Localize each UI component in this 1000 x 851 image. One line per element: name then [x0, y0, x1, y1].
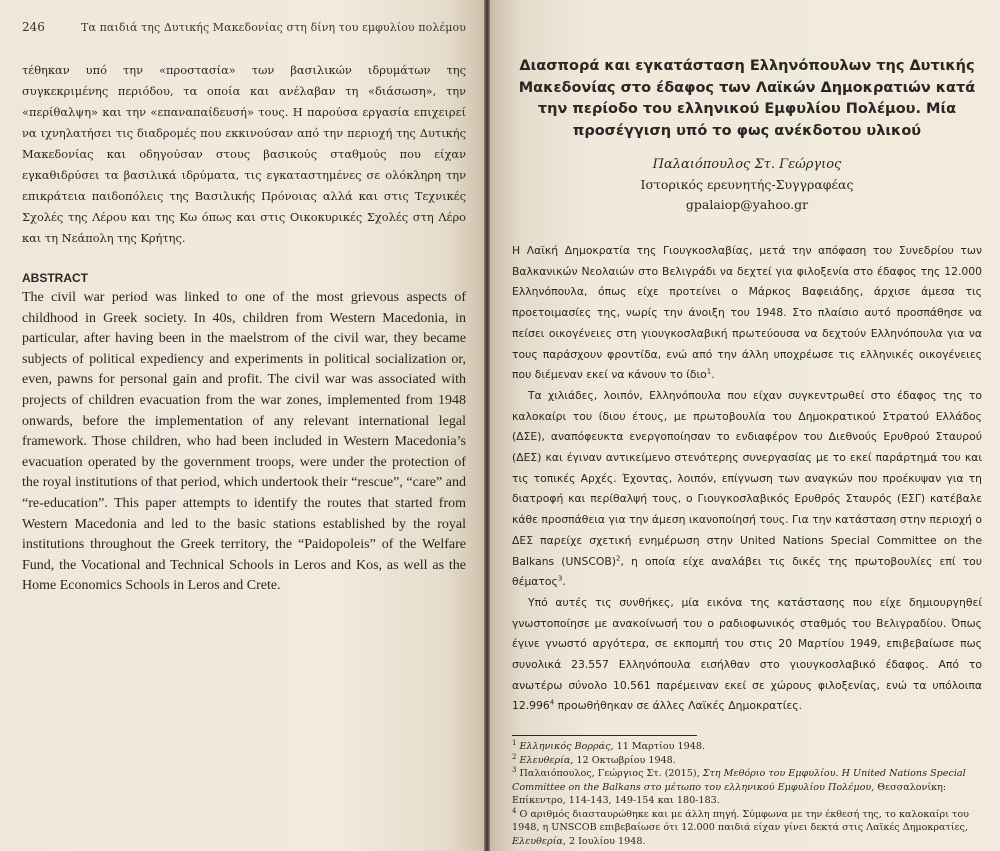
footnote-text: , 11 Μαρτίου 1948. — [610, 741, 705, 753]
paragraph-text: Τα χιλιάδες, λοιπόν, Ελληνόπουλα που είχαν συγκεντρωθεί στο έδαφος της το καλοκαίρι του ίδιου έτους, με πρωτοβουλία του Δημοκρατικού Στρατού Ελλάδος (ΔΣΕ), αναπόφευκτα ενεργοποίησαν το ενδιαφέρον του Διεθνούς Ερυθρού Σταυρού (ΔΕΣ) και έγιναν αντικείμενο στενότερης συνεργασίας με το εκεί παράρτημά του και τις τοπικές Αρχές. Έχοντας, λοιπόν, επίγνωση των αναγκών που προέκυψαν για τη διατροφή και περίθαλψή τους, ο Γιουγκοσλαβικός Ερυθρός Σταυρός (ΕΣΓ) κατέβαλε κάθε προσπάθεια για την άμεση ικανοποίησή τους. Για την κατάσταση στην περιοχή ο ΔΕΣ παρείχε σχετική ενημέρωση στην United Nations Special Committee on the Balkans (UNSCOB) — [512, 388, 982, 568]
footnote-1 — [512, 740, 982, 754]
page-number: 246 — [22, 20, 45, 34]
right-page — [490, 0, 1000, 851]
intro-paragraph: τέθηκαν υπό την «προστασία» των βασιλικών ιδρυμάτων της συγκεκριμένης περιόδου, τα οποία και ανέλαβαν τη «διάσωση», την «περίθαλψη» και την «επαναπαίδευσή» τους. Η παρούσα εργασία επιχειρεί να ιχνηλατήσει τις διαδρομές που εκκινούσαν από την περιοχή της Δυτικής Μακεδονίας και οδηγούσαν στους βασικούς σταθμούς που είχαν εγκαθιδρύσει τα βασιλικά ιδρύματα, τις εγκαταστημένες σε ολόκληρη την επικράτεια παιδοπόλεις της Βασιλικής Πρόνοιας αλλά και στις Τεχνικές Σχολές της Λέρου και της Κω όπως και στις Οικοκυρικές Σχολές στη Λέρο και τη Νεάπολη της Κρήτης. — [22, 63, 466, 245]
paragraph-text: Υπό αυτές τις συνθήκες, μία εικόνα της κατάστασης που είχε δημιουργηθεί γνωστοποίησε με ανακοίνωσή του ο ραδιοφωνικός σταθμός του Βελιγραδίου. Όπως έγινε γνωστό αργότερα, σε εκπομπή του στις 20 Μαρτίου 1949, επιβεβαίωσε πως συνολικά 23.557 Ελληνόπουλα εισήλθαν στο γιουγκοσλαβικό έδαφος. Από το ανωτέρω σύνολο 10.561 παρέμειναν εκεί σε χώρους φιλοξενίας, ενώ τα υπόλοιπα 12.996 — [512, 595, 982, 713]
author-role: Ιστορικός ερευνητής-Συγγραφέας — [640, 177, 854, 192]
footnotes — [512, 740, 982, 848]
footnote-italic: Ελευθερία — [519, 754, 571, 766]
footnote-italic: Στη Μεθόριο του Εμφυλίου. Η United Nations Special Committee on the Balkans στο μέτωπο του ελληνικού Εμφυλίου Πολέμου — [512, 768, 966, 793]
paragraph-end: . — [562, 575, 566, 589]
footnote-text: , Θεσσαλονίκη: Επίκεντρο, 114-143, 149-154 και 180-183. — [512, 781, 947, 807]
footnote-ref: 1 — [706, 367, 712, 376]
body-paragraph-2 — [512, 386, 982, 593]
footnote-divider — [512, 735, 697, 736]
body-paragraph-3 — [512, 593, 982, 717]
paragraph-tail: . — [711, 368, 715, 382]
footnote-text: , 12 Οκτωβρίου 1948. — [570, 754, 676, 766]
footnote-text: , 2 Ιουλίου 1948. — [562, 835, 646, 847]
abstract-text: The civil war period was linked to one of the most grievous aspects of childhood in Greek society. In 40s, children from Western Macedonia, in particular, after having been in the maelstrom of the civil war, they became subjects of political expediency and experiments in political socialization or, even, pawns for personal gain and profit. The civil war was associated with projects of children evacuation from the war zones, implemented from 1948 onwards, before the implementation of any relevant international legal framework. Those children, who had been included in Western Macedonia’s evacuation operated by the government troops, were under the protection of the royal institutions of that period, which undertook their “rescue”, “care” and “re-education”. This paper attempts to identify the routes that started from Western Macedonia and led to the basic stations established by the royal institutions throughout the Greek territory, the “Paidopoleis” of the Welfare Fund, the Vocational and Technical Schools in Leros and Kos, as well as the Home Economics Schools in Leros and Crete. — [22, 290, 466, 594]
paragraph-tail: , η οποία είχε αναλάβει τις δικές της πρωτοβουλίες επί του θέματος — [512, 554, 982, 589]
footnote-number: 2 — [512, 752, 517, 761]
left-page — [0, 0, 484, 851]
footnote-3 — [512, 767, 982, 808]
author-block — [512, 155, 982, 215]
paragraph-tail: προωθήθηκαν σε άλλες Λαϊκές Δημοκρατίες. — [554, 699, 803, 713]
footnote-number: 1 — [512, 738, 517, 747]
left-page-header — [22, 20, 466, 34]
footnote-ref: 4 — [549, 698, 555, 707]
abstract-heading: ABSTRACT — [22, 271, 88, 285]
footnote-2 — [512, 754, 982, 768]
article-body — [512, 241, 982, 717]
footnote-text: Ο αριθμός διασταυρώθηκε και με άλλη πηγή. Σύμφωνα με την έκθεσή της, το καλοκαίρι του 1948, η UNSCOB επιβεβαίωσε ότι 12.000 παιδιά είχαν γίνει δεκτά στις Λαϊκές Δημοκρατίες, — [512, 808, 969, 834]
article-title: Διασπορά και εγκατάσταση Ελληνόπουλων της Δυτικής Μακεδονίας στο έδαφος των Λαϊκών Δημοκρατιών κατά την περίοδο του ελληνικού Εμφυλίου Πολέμου. Μία προσέγγιση υπό το φως ανέκδοτου υλικού — [518, 58, 976, 139]
paragraph-text: Η Λαϊκή Δημοκρατία της Γιουγκοσλαβίας, μετά την απόφαση του Συνεδρίου των Βαλκανικών Νεολαιών στο Βελιγράδι να δεχτεί για φιλοξενία στο έδαφος της 12.000 Ελληνόπουλα, όπως είχε προτείνει ο Μάρκος Βαφειάδης, άρχισε άμεσα τις προετοιμασίες της, νωρίς την άνοιξη του 1948. Στο πλαίσιο αυτό προσπάθησε να πείσει οικογένειες στη γιουγκοσλαβική πρωτεύουσα να δεχτούν Ελληνόπουλα για να τους παράσχουν φροντίδα, ενώ από την άλλη υποχρέωσε τις ελληνικές οικογένειες που διέμεναν εκεί να κάνουν το ίδιο — [512, 244, 982, 382]
footnote-ref: 2 — [616, 553, 621, 562]
footnote-4 — [512, 808, 982, 849]
author-name: Παλαιόπουλος Στ. Γεώργιος — [652, 157, 842, 172]
body-paragraph-1 — [512, 241, 982, 386]
footnote-number: 4 — [512, 806, 517, 815]
author-email: gpalaiop@yahoo.gr — [685, 197, 809, 212]
footnote-text: Παλαιόπουλος, Γεώργιος Στ. (2015), — [519, 768, 703, 780]
footnote-number: 3 — [512, 765, 517, 774]
running-header: Τα παιδιά της Δυτικής Μακεδονίας στη δίνη του εμφυλίου πολέμου — [81, 21, 466, 34]
footnote-italic: Ελληνικός Βορράς — [519, 741, 611, 753]
footnote-ref: 3 — [557, 574, 563, 583]
footnote-italic: Ελευθερία — [512, 835, 563, 847]
